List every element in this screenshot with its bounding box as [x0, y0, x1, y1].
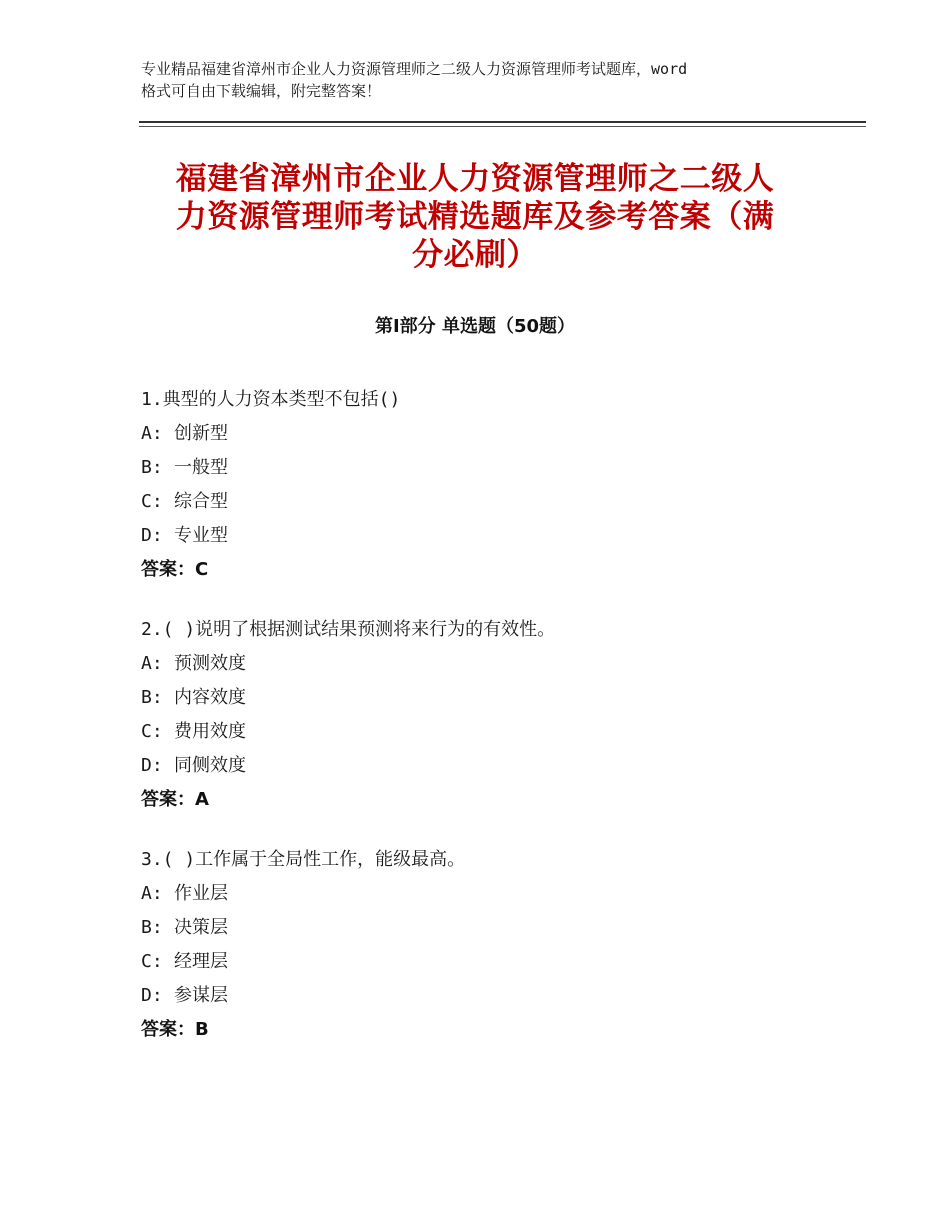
header-rule-thin	[139, 126, 866, 127]
document-title-line-3: 分必刷）	[412, 237, 538, 273]
option-d	[141, 749, 841, 783]
option-d	[141, 519, 841, 553]
question-3	[141, 843, 841, 1047]
option-letter: B:	[141, 917, 163, 938]
option-text: 预测效度	[174, 653, 246, 674]
document-title-line-1: 福建省漳州市企业人力资源管理师之二级人	[175, 161, 775, 197]
option-letter: B:	[141, 687, 163, 708]
option-letter: D:	[141, 985, 163, 1006]
option-c	[141, 945, 841, 979]
option-letter: A:	[141, 883, 163, 904]
option-text: 费用效度	[174, 721, 246, 742]
option-letter: A:	[141, 653, 163, 674]
option-letter: D:	[141, 755, 163, 776]
header-note-line-2: 格式可自由下载编辑，附完整答案！	[141, 82, 382, 100]
option-text: 参谋层	[174, 985, 228, 1006]
option-letter: C:	[141, 721, 163, 742]
option-c	[141, 715, 841, 749]
answer-label: 答案：A	[141, 789, 209, 810]
option-text: 一般型	[174, 457, 228, 478]
option-a	[141, 877, 841, 911]
answer-label: 答案：B	[141, 1019, 209, 1040]
question-stem: 3.( )工作属于全局性工作，能级最高。	[141, 849, 466, 870]
option-letter: C:	[141, 951, 163, 972]
document-title-line-2: 力资源管理师考试精选题库及参考答案（满	[175, 199, 775, 235]
question-list	[141, 383, 841, 1073]
header-note	[141, 58, 831, 102]
option-text: 内容效度	[174, 687, 246, 708]
question-stem: 2.( )说明了根据测试结果预测将来行为的有效性。	[141, 619, 556, 640]
option-text: 专业型	[174, 525, 228, 546]
option-text: 决策层	[174, 917, 228, 938]
header-note-line-1: 专业精品福建省漳州市企业人力资源管理师之二级人力资源管理师考试题库，word	[141, 60, 688, 78]
option-c	[141, 485, 841, 519]
question-stem: 1.典型的人力资本类型不包括()	[141, 389, 401, 410]
option-letter: B:	[141, 457, 163, 478]
option-b	[141, 911, 841, 945]
option-text: 经理层	[174, 951, 228, 972]
option-letter: D:	[141, 525, 163, 546]
option-text: 创新型	[174, 423, 228, 444]
option-letter: C:	[141, 491, 163, 512]
option-text: 综合型	[174, 491, 228, 512]
option-text: 同侧效度	[174, 755, 246, 776]
header-rule-thick	[139, 121, 866, 123]
option-d	[141, 979, 841, 1013]
option-a	[141, 417, 841, 451]
option-b	[141, 681, 841, 715]
option-text: 作业层	[174, 883, 228, 904]
option-a	[141, 647, 841, 681]
answer-label: 答案：C	[141, 559, 209, 580]
question-1	[141, 383, 841, 587]
option-b	[141, 451, 841, 485]
section-title: 第Ⅰ部分 单选题（50题）	[374, 316, 575, 337]
document-title	[140, 160, 810, 274]
question-2	[141, 613, 841, 817]
option-letter: A:	[141, 423, 163, 444]
